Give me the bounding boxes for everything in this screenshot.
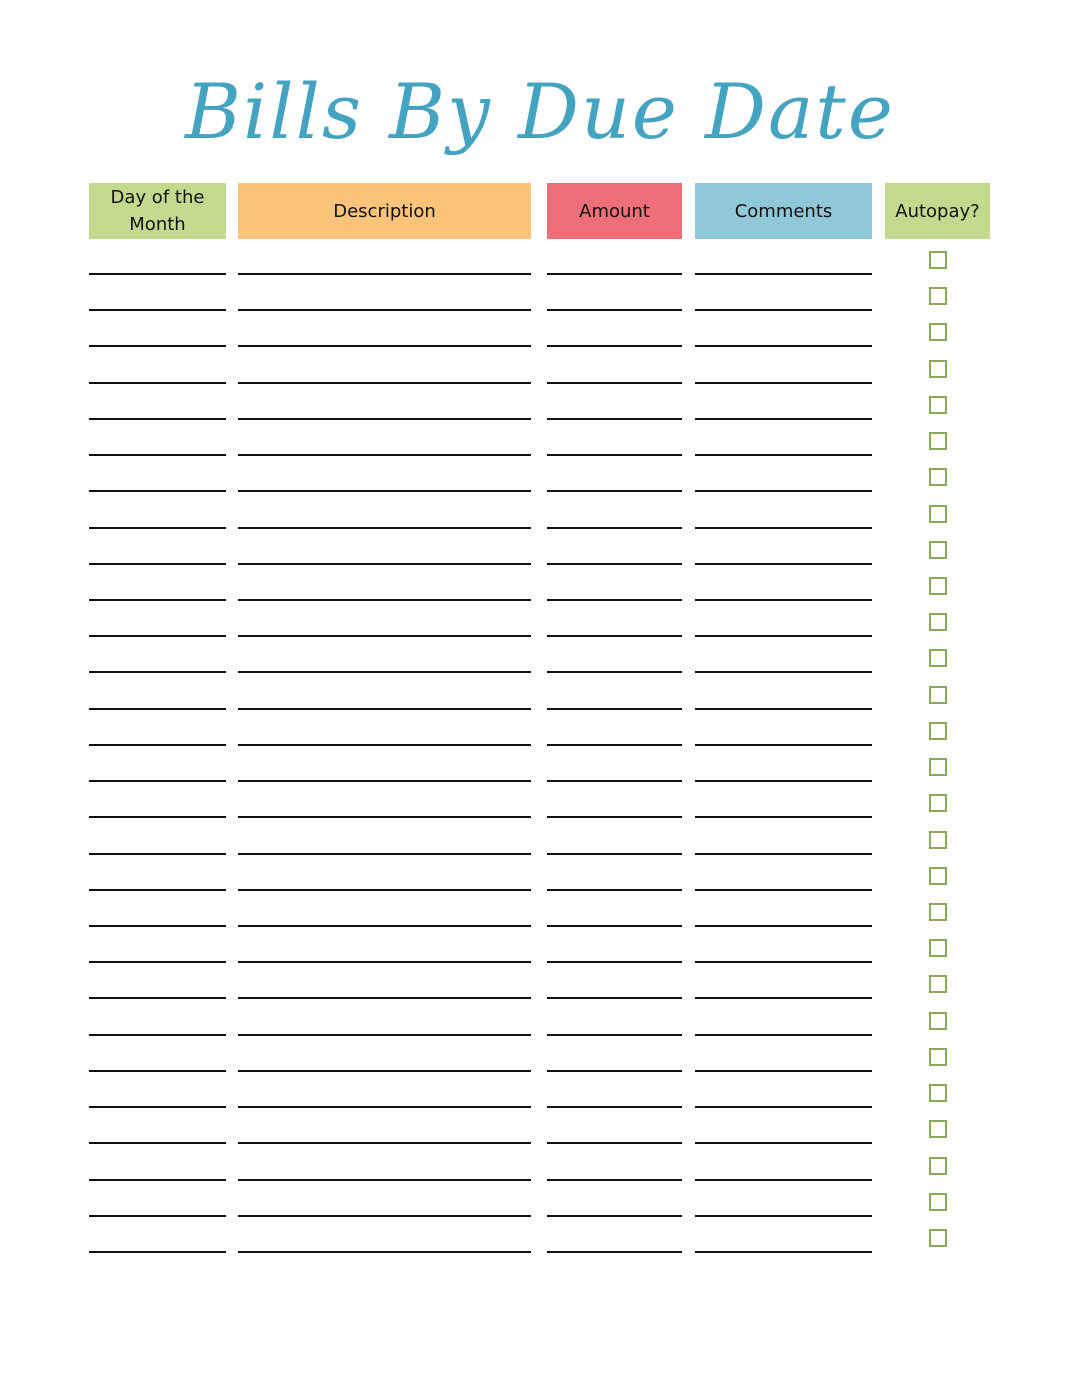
autopay-checkbox[interactable] [929, 649, 947, 667]
column-header-autopay [885, 183, 990, 239]
autopay-checkbox[interactable] [929, 613, 947, 631]
entry-line-comments[interactable] [695, 780, 872, 782]
entry-line-comments[interactable] [695, 1251, 872, 1253]
autopay-checkbox[interactable] [929, 1157, 947, 1175]
autopay-checkbox[interactable] [929, 975, 947, 993]
entry-line-comments[interactable] [695, 527, 872, 529]
entry-line-description[interactable] [238, 671, 531, 673]
entry-line-day[interactable] [89, 925, 226, 927]
entry-line-comments[interactable] [695, 454, 872, 456]
autopay-checkbox[interactable] [929, 831, 947, 849]
column-header-amount [547, 183, 682, 239]
entry-line-comments[interactable] [695, 889, 872, 891]
entry-line-day[interactable] [89, 961, 226, 963]
entry-line-amount[interactable] [547, 708, 682, 710]
entry-line-day[interactable] [89, 671, 226, 673]
entry-line-day[interactable] [89, 1034, 226, 1036]
column-header-label: Day of the Month [110, 187, 205, 235]
entry-line-description[interactable] [238, 1142, 531, 1144]
entry-line-comments[interactable] [695, 309, 872, 311]
entry-line-comments[interactable] [695, 1106, 872, 1108]
autopay-checkbox[interactable] [929, 468, 947, 486]
entry-line-description[interactable] [238, 1215, 531, 1217]
entry-line-comments[interactable] [695, 418, 872, 420]
column-header-label: Autopay? [895, 200, 980, 222]
entry-line-day[interactable] [89, 273, 226, 275]
entry-line-comments[interactable] [695, 997, 872, 999]
entry-line-day[interactable] [89, 744, 226, 746]
page-title: Bills By Due Date [185, 67, 895, 156]
autopay-checkbox[interactable] [929, 1012, 947, 1030]
entry-line-amount[interactable] [547, 382, 682, 384]
autopay-checkbox[interactable] [929, 541, 947, 559]
entry-line-comments[interactable] [695, 382, 872, 384]
entry-line-amount[interactable] [547, 925, 682, 927]
entry-line-day[interactable] [89, 345, 226, 347]
entry-line-amount[interactable] [547, 418, 682, 420]
entry-line-day[interactable] [89, 527, 226, 529]
entry-line-amount[interactable] [547, 961, 682, 963]
entry-line-description[interactable] [238, 780, 531, 782]
column-header-day [89, 183, 226, 239]
entry-line-day[interactable] [89, 1070, 226, 1072]
entry-line-amount[interactable] [547, 563, 682, 565]
entry-line-day[interactable] [89, 816, 226, 818]
entry-line-comments[interactable] [695, 853, 872, 855]
entry-line-day[interactable] [89, 635, 226, 637]
entry-line-description[interactable] [238, 345, 531, 347]
entry-line-amount[interactable] [547, 635, 682, 637]
entry-line-amount[interactable] [547, 490, 682, 492]
entry-line-amount[interactable] [547, 454, 682, 456]
entry-line-description[interactable] [238, 1034, 531, 1036]
autopay-checkbox[interactable] [929, 577, 947, 595]
autopay-checkbox[interactable] [929, 867, 947, 885]
entry-line-amount[interactable] [547, 527, 682, 529]
entry-line-description[interactable] [238, 1106, 531, 1108]
entry-line-day[interactable] [89, 997, 226, 999]
entry-line-description[interactable] [238, 418, 531, 420]
entry-line-day[interactable] [89, 889, 226, 891]
entry-line-day[interactable] [89, 1251, 226, 1253]
entry-line-day[interactable] [89, 1106, 226, 1108]
entry-line-description[interactable] [238, 853, 531, 855]
entry-line-day[interactable] [89, 563, 226, 565]
entry-line-description[interactable] [238, 599, 531, 601]
entry-line-comments[interactable] [695, 1215, 872, 1217]
entry-line-comments[interactable] [695, 345, 872, 347]
entry-line-description[interactable] [238, 490, 531, 492]
entry-line-amount[interactable] [547, 1070, 682, 1072]
entry-line-comments[interactable] [695, 671, 872, 673]
autopay-checkbox[interactable] [929, 432, 947, 450]
autopay-checkbox[interactable] [929, 396, 947, 414]
entry-line-amount[interactable] [547, 273, 682, 275]
entry-line-description[interactable] [238, 273, 531, 275]
entry-line-amount[interactable] [547, 744, 682, 746]
autopay-checkbox[interactable] [929, 505, 947, 523]
autopay-checkbox[interactable] [929, 939, 947, 957]
entry-line-day[interactable] [89, 599, 226, 601]
entry-line-description[interactable] [238, 527, 531, 529]
autopay-checkbox[interactable] [929, 1084, 947, 1102]
entry-line-description[interactable] [238, 1179, 531, 1181]
autopay-checkbox[interactable] [929, 251, 947, 269]
entry-line-day[interactable] [89, 418, 226, 420]
autopay-checkbox[interactable] [929, 1193, 947, 1211]
autopay-checkbox[interactable] [929, 758, 947, 776]
autopay-checkbox[interactable] [929, 794, 947, 812]
entry-line-description[interactable] [238, 1070, 531, 1072]
column-header-description [238, 183, 531, 239]
entry-line-description[interactable] [238, 961, 531, 963]
entry-line-description[interactable] [238, 708, 531, 710]
entry-line-day[interactable] [89, 382, 226, 384]
entry-line-day[interactable] [89, 780, 226, 782]
entry-line-description[interactable] [238, 997, 531, 999]
entry-line-description[interactable] [238, 382, 531, 384]
autopay-checkbox[interactable] [929, 360, 947, 378]
entry-line-description[interactable] [238, 635, 531, 637]
entry-line-amount[interactable] [547, 1142, 682, 1144]
entry-line-amount[interactable] [547, 853, 682, 855]
entry-line-amount[interactable] [547, 889, 682, 891]
entry-line-amount[interactable] [547, 1106, 682, 1108]
column-header-comments [695, 183, 872, 239]
entry-line-amount[interactable] [547, 1179, 682, 1181]
entry-line-amount[interactable] [547, 1215, 682, 1217]
entry-line-comments[interactable] [695, 1179, 872, 1181]
entry-line-description[interactable] [238, 889, 531, 891]
entry-line-amount[interactable] [547, 997, 682, 999]
autopay-checkbox[interactable] [929, 287, 947, 305]
entry-line-day[interactable] [89, 1142, 226, 1144]
entry-line-day[interactable] [89, 1179, 226, 1181]
autopay-checkbox[interactable] [929, 722, 947, 740]
entry-line-description[interactable] [238, 816, 531, 818]
entry-line-amount[interactable] [547, 1034, 682, 1036]
autopay-checkbox[interactable] [929, 686, 947, 704]
entry-line-description[interactable] [238, 309, 531, 311]
entry-line-day[interactable] [89, 853, 226, 855]
entry-line-comments[interactable] [695, 635, 872, 637]
autopay-checkbox[interactable] [929, 1048, 947, 1066]
autopay-checkbox[interactable] [929, 323, 947, 341]
entry-line-comments[interactable] [695, 490, 872, 492]
autopay-checkbox[interactable] [929, 1229, 947, 1247]
entry-line-amount[interactable] [547, 1251, 682, 1253]
entry-line-comments[interactable] [695, 961, 872, 963]
entry-line-amount[interactable] [547, 345, 682, 347]
entry-line-amount[interactable] [547, 671, 682, 673]
entry-line-amount[interactable] [547, 816, 682, 818]
autopay-checkbox[interactable] [929, 903, 947, 921]
autopay-checkbox[interactable] [929, 1120, 947, 1138]
entry-line-description[interactable] [238, 563, 531, 565]
entry-line-comments[interactable] [695, 599, 872, 601]
entry-line-day[interactable] [89, 309, 226, 311]
entry-line-comments[interactable] [695, 744, 872, 746]
column-header-label: Description [333, 200, 436, 222]
column-header-label: Amount [579, 200, 650, 222]
entry-line-description[interactable] [238, 454, 531, 456]
entry-line-comments[interactable] [695, 816, 872, 818]
entry-line-comments[interactable] [695, 1070, 872, 1072]
entry-line-comments[interactable] [695, 563, 872, 565]
entry-line-comments[interactable] [695, 1034, 872, 1036]
entry-line-amount[interactable] [547, 309, 682, 311]
entry-line-comments[interactable] [695, 273, 872, 275]
column-header-label: Comments [734, 200, 833, 222]
entry-line-day[interactable] [89, 708, 226, 710]
entry-line-comments[interactable] [695, 1142, 872, 1144]
entry-line-amount[interactable] [547, 780, 682, 782]
entry-line-day[interactable] [89, 454, 226, 456]
entry-line-amount[interactable] [547, 599, 682, 601]
entry-line-comments[interactable] [695, 925, 872, 927]
entry-line-comments[interactable] [695, 708, 872, 710]
entry-line-description[interactable] [238, 925, 531, 927]
entry-line-description[interactable] [238, 1251, 531, 1253]
entry-line-day[interactable] [89, 490, 226, 492]
entry-line-day[interactable] [89, 1215, 226, 1217]
entry-line-description[interactable] [238, 744, 531, 746]
